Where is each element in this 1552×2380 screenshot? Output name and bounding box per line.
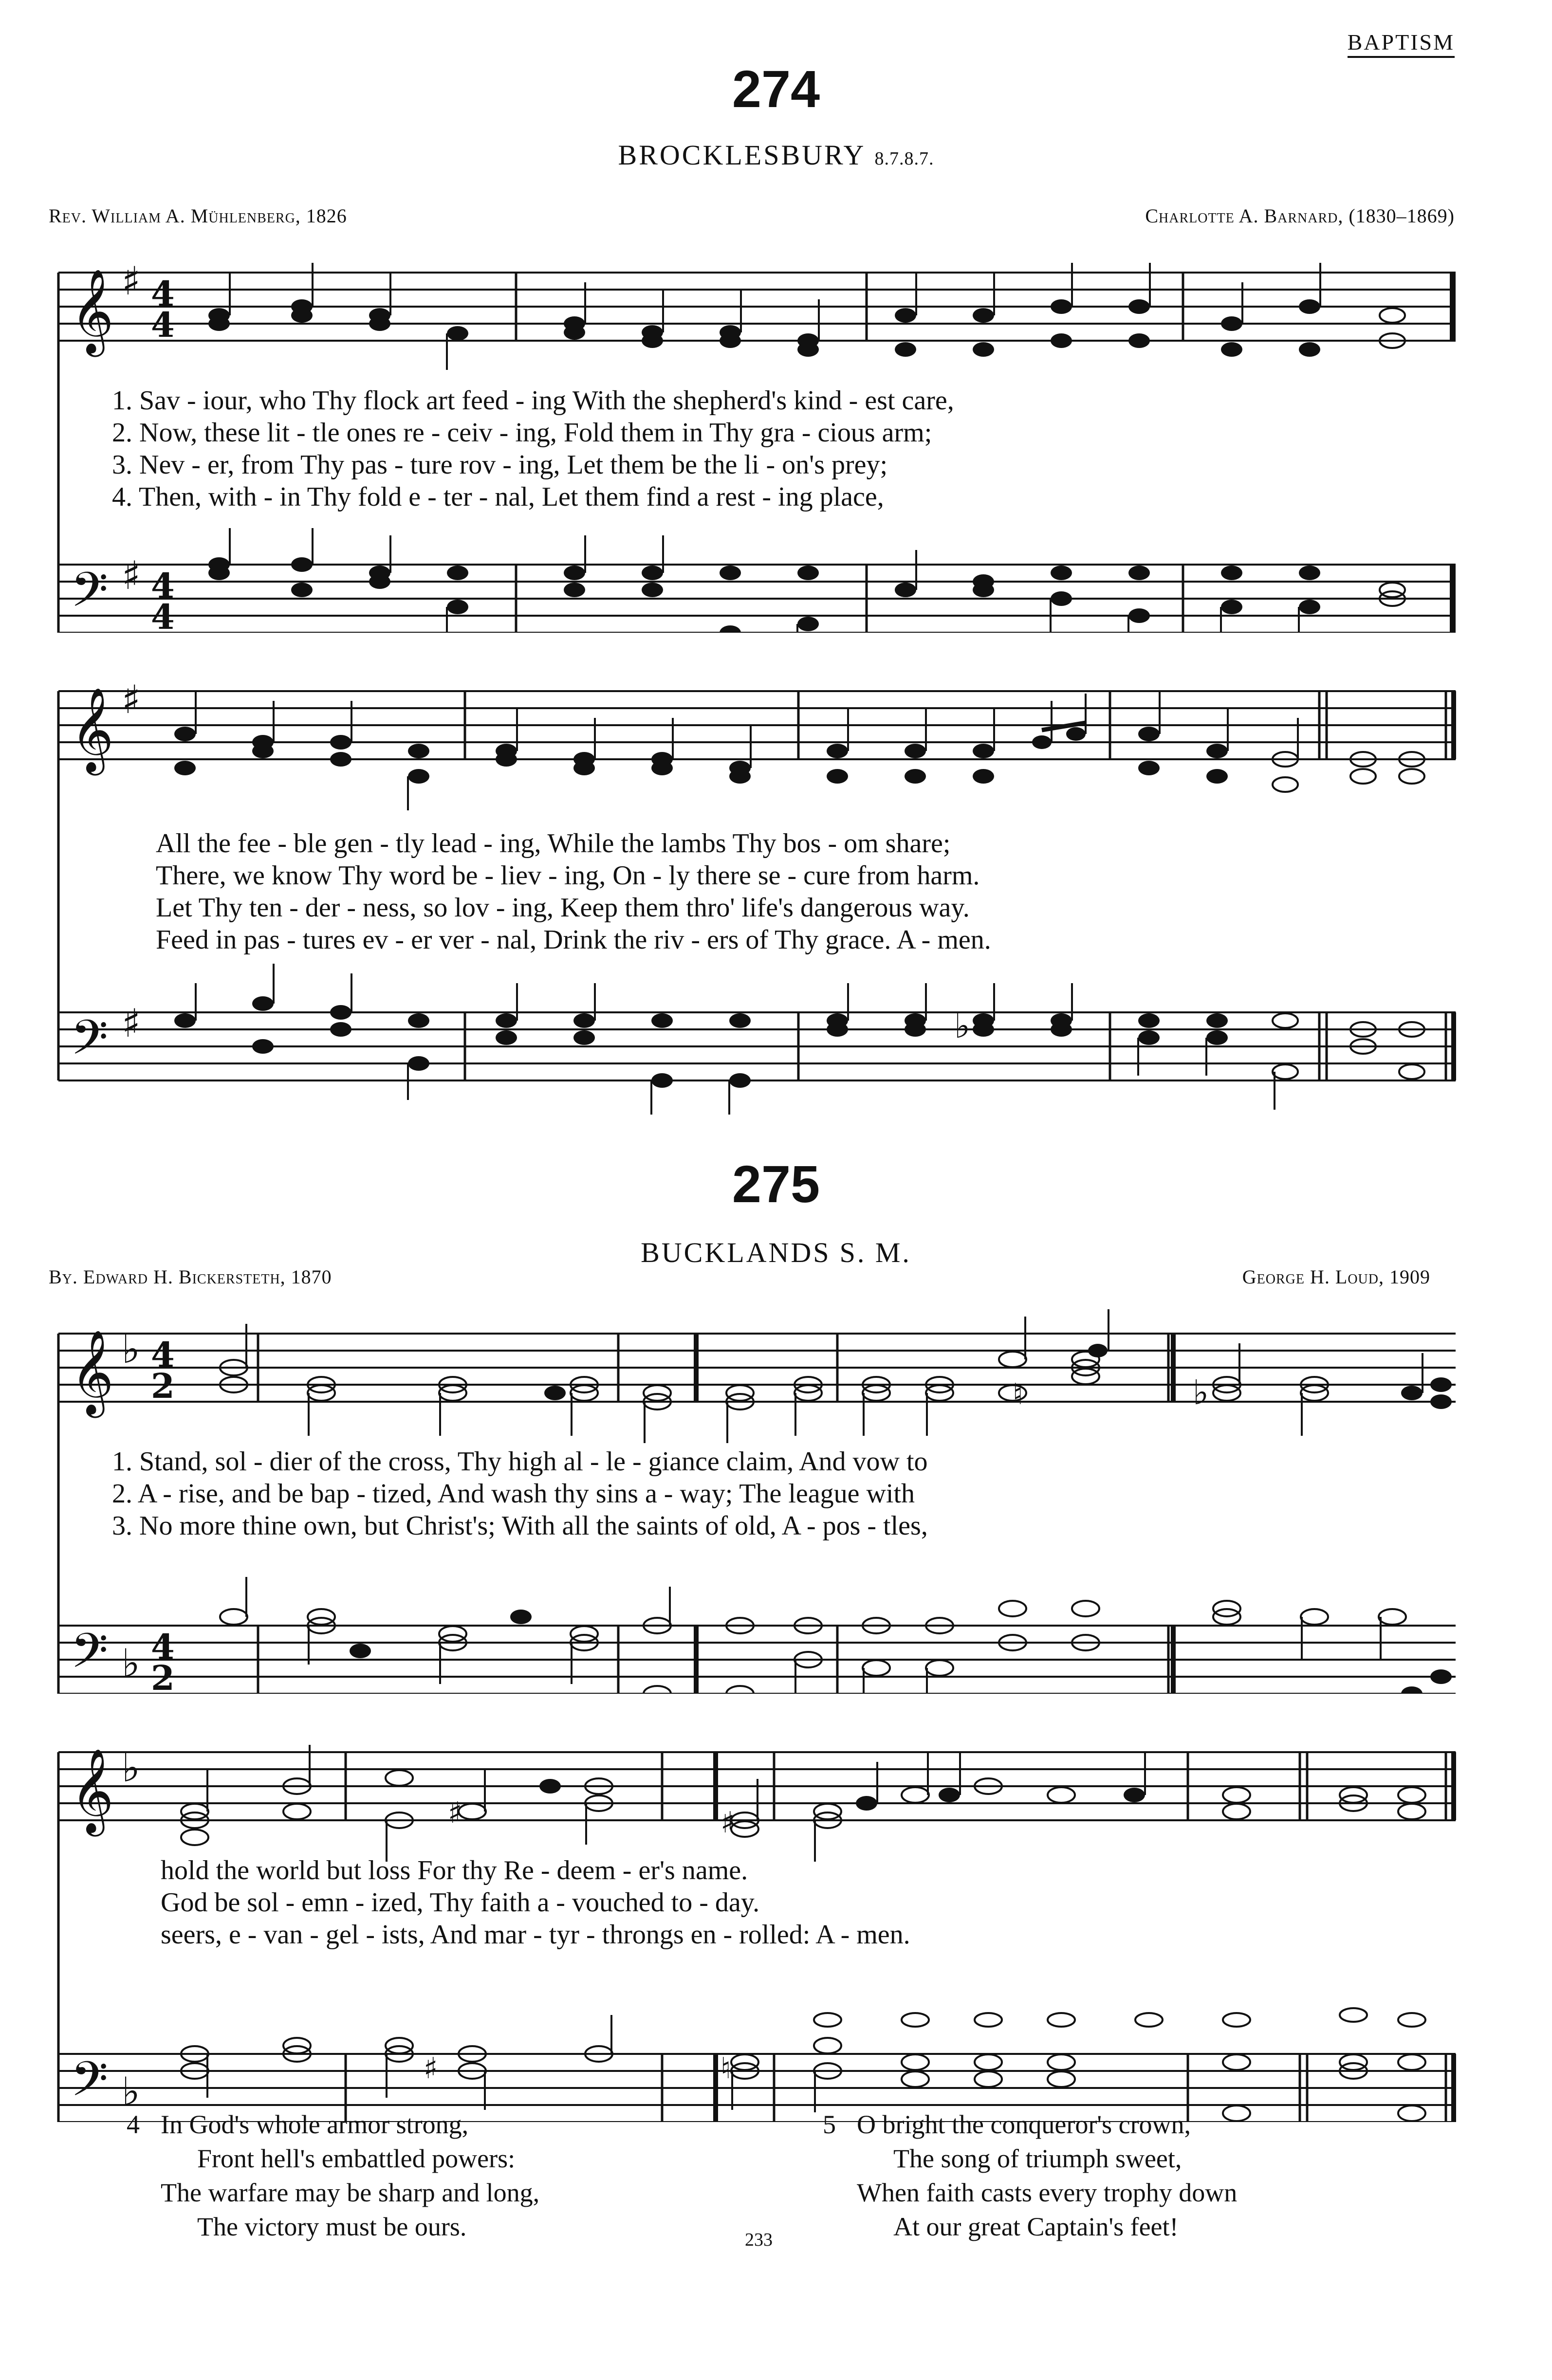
verse-line: 3. No more thine own, but Christ's; With all the saints of old, A - pos - tles, xyxy=(112,1511,928,1541)
svg-text:♯: ♯ xyxy=(721,1806,735,1840)
svg-text:♭: ♭ xyxy=(122,2069,140,2114)
svg-text:𝄞: 𝄞 xyxy=(71,269,114,353)
verse-line: In God's whole armor strong, xyxy=(161,2110,469,2139)
hymn-275-tune xyxy=(0,1236,1552,1269)
hymn-274-system-2-lyrics xyxy=(156,827,991,956)
tune-name: BUCKLANDS xyxy=(641,1237,831,1268)
verse-line: 3. Nev - er, from Thy pas - ture rov - ing, Let them be the li - on's prey; xyxy=(112,450,888,480)
svg-text:𝄢: 𝄢 xyxy=(71,1010,109,1078)
svg-text:♭: ♭ xyxy=(122,1327,140,1372)
svg-text:𝄞: 𝄞 xyxy=(71,687,114,772)
svg-text:2: 2 xyxy=(151,1366,175,1406)
svg-text:4: 4 xyxy=(151,1335,175,1375)
verse-number: 5 xyxy=(823,2110,836,2139)
hymn-274-composer: Charlotte A. Barnard, (1830–1869) xyxy=(1145,205,1455,227)
verse-line: Feed in pas - tures ev - er ver - nal, Drink the riv - ers of Thy grace. A - men. xyxy=(156,925,991,955)
svg-text:♯: ♯ xyxy=(448,1796,462,1830)
verse-line: The victory must be ours. xyxy=(197,2212,467,2241)
svg-text:4: 4 xyxy=(151,566,175,606)
verse-line: 1. Sav - iour, who Thy flock art feed - ing With the shepherd's kind - est care, xyxy=(112,385,954,416)
hymn-275-composer: George H. Loud, 1909 xyxy=(1242,1266,1430,1288)
svg-text:4: 4 xyxy=(151,1627,175,1667)
svg-text:♭: ♭ xyxy=(122,1745,140,1791)
verse-line: hold the world but loss For thy Re - deem - er's name. xyxy=(161,1855,748,1886)
verse-line: All the fee - ble gen - tly lead - ing, While the lambs Thy bos - om share; xyxy=(156,828,951,859)
svg-text:4: 4 xyxy=(151,305,175,345)
verse-line: 4. Then, with - in Thy fold e - ter - nal, Let them find a rest - ing place, xyxy=(112,482,884,512)
svg-text:♮: ♮ xyxy=(1013,1377,1023,1411)
svg-text:2: 2 xyxy=(151,1658,175,1694)
svg-text:𝄢: 𝄢 xyxy=(71,1623,109,1691)
verse-line: 1. Stand, sol - dier of the cross, Thy high al - le - giance claim, And vow to xyxy=(112,1446,928,1477)
verse-line: 2. Now, these lit - tle ones re - ceiv - ing, Fold them in Thy gra - cious arm; xyxy=(112,418,932,448)
verse-line: 2. A - rise, and be bap - tized, And wash thy sins a - way; The league with xyxy=(112,1479,915,1509)
svg-text:♯: ♯ xyxy=(122,677,141,722)
verse-line: The song of triumph sweet, xyxy=(893,2144,1182,2173)
verse-number: 4 xyxy=(127,2110,140,2139)
svg-text:♭: ♭ xyxy=(954,1006,971,1046)
hymn-275-author: By. Edward H. Bickersteth, 1870 xyxy=(49,1266,332,1288)
hymn-275-system-1-lyrics xyxy=(112,1446,928,1542)
verse-line: O bright the conqueror's crown, xyxy=(857,2110,1191,2139)
verse-line: At our great Captain's feet! xyxy=(893,2212,1179,2241)
verse-line: When faith casts every trophy down xyxy=(857,2178,1238,2207)
tune-name: BROCKLESBURY xyxy=(618,139,866,171)
svg-text:𝄢: 𝄢 xyxy=(71,2051,109,2119)
hymn-274-tune xyxy=(0,139,1552,171)
hymn-274-author: Rev. William A. Mühlenberg, 1826 xyxy=(49,205,347,227)
verse-4 xyxy=(127,2107,540,2244)
verse-line: The warfare may be sharp and long, xyxy=(161,2178,540,2207)
verse-line: Front hell's embattled powers: xyxy=(197,2144,516,2173)
svg-text:♯: ♯ xyxy=(122,258,141,304)
svg-text:♯: ♯ xyxy=(122,553,141,598)
verse-line: seers, e - van - gel - ists, And mar - tyr - throngs en - rolled: A - men. xyxy=(161,1920,910,1950)
svg-text:♮: ♮ xyxy=(721,2051,731,2086)
svg-text:♯: ♯ xyxy=(122,1001,141,1046)
hymn-275-number: 275 xyxy=(732,1154,820,1213)
verse-5 xyxy=(823,2107,1238,2244)
tune-meter: 8.7.8.7. xyxy=(874,148,934,169)
svg-text:♯: ♯ xyxy=(424,2051,438,2086)
verse-line: Let Thy ten - der - ness, so lov - ing, Keep them thro' life's dangerous way. xyxy=(156,893,970,923)
hymn-274-system-1-lyrics xyxy=(112,384,954,513)
svg-text:𝄞: 𝄞 xyxy=(71,1748,114,1833)
svg-text:𝄞: 𝄞 xyxy=(71,1330,114,1414)
hymn-275-system-2-lyrics xyxy=(161,1854,910,1951)
svg-text:𝄢: 𝄢 xyxy=(71,562,109,630)
svg-text:♭: ♭ xyxy=(122,1641,140,1686)
svg-text:4: 4 xyxy=(151,597,175,633)
hymn-274-number: 274 xyxy=(732,59,820,118)
verse-line: God be sol - emn - ized, Thy faith a - vouched to - day. xyxy=(161,1887,760,1918)
verse-line: There, we know Thy word be - liev - ing, On - ly there se - cure from harm. xyxy=(156,860,980,891)
page-number: 233 xyxy=(745,2230,773,2250)
svg-text:4: 4 xyxy=(151,274,175,314)
section-tag: BAPTISM xyxy=(1348,29,1455,58)
tune-meter: S. M. xyxy=(839,1237,911,1268)
svg-text:♭: ♭ xyxy=(1193,1373,1209,1412)
